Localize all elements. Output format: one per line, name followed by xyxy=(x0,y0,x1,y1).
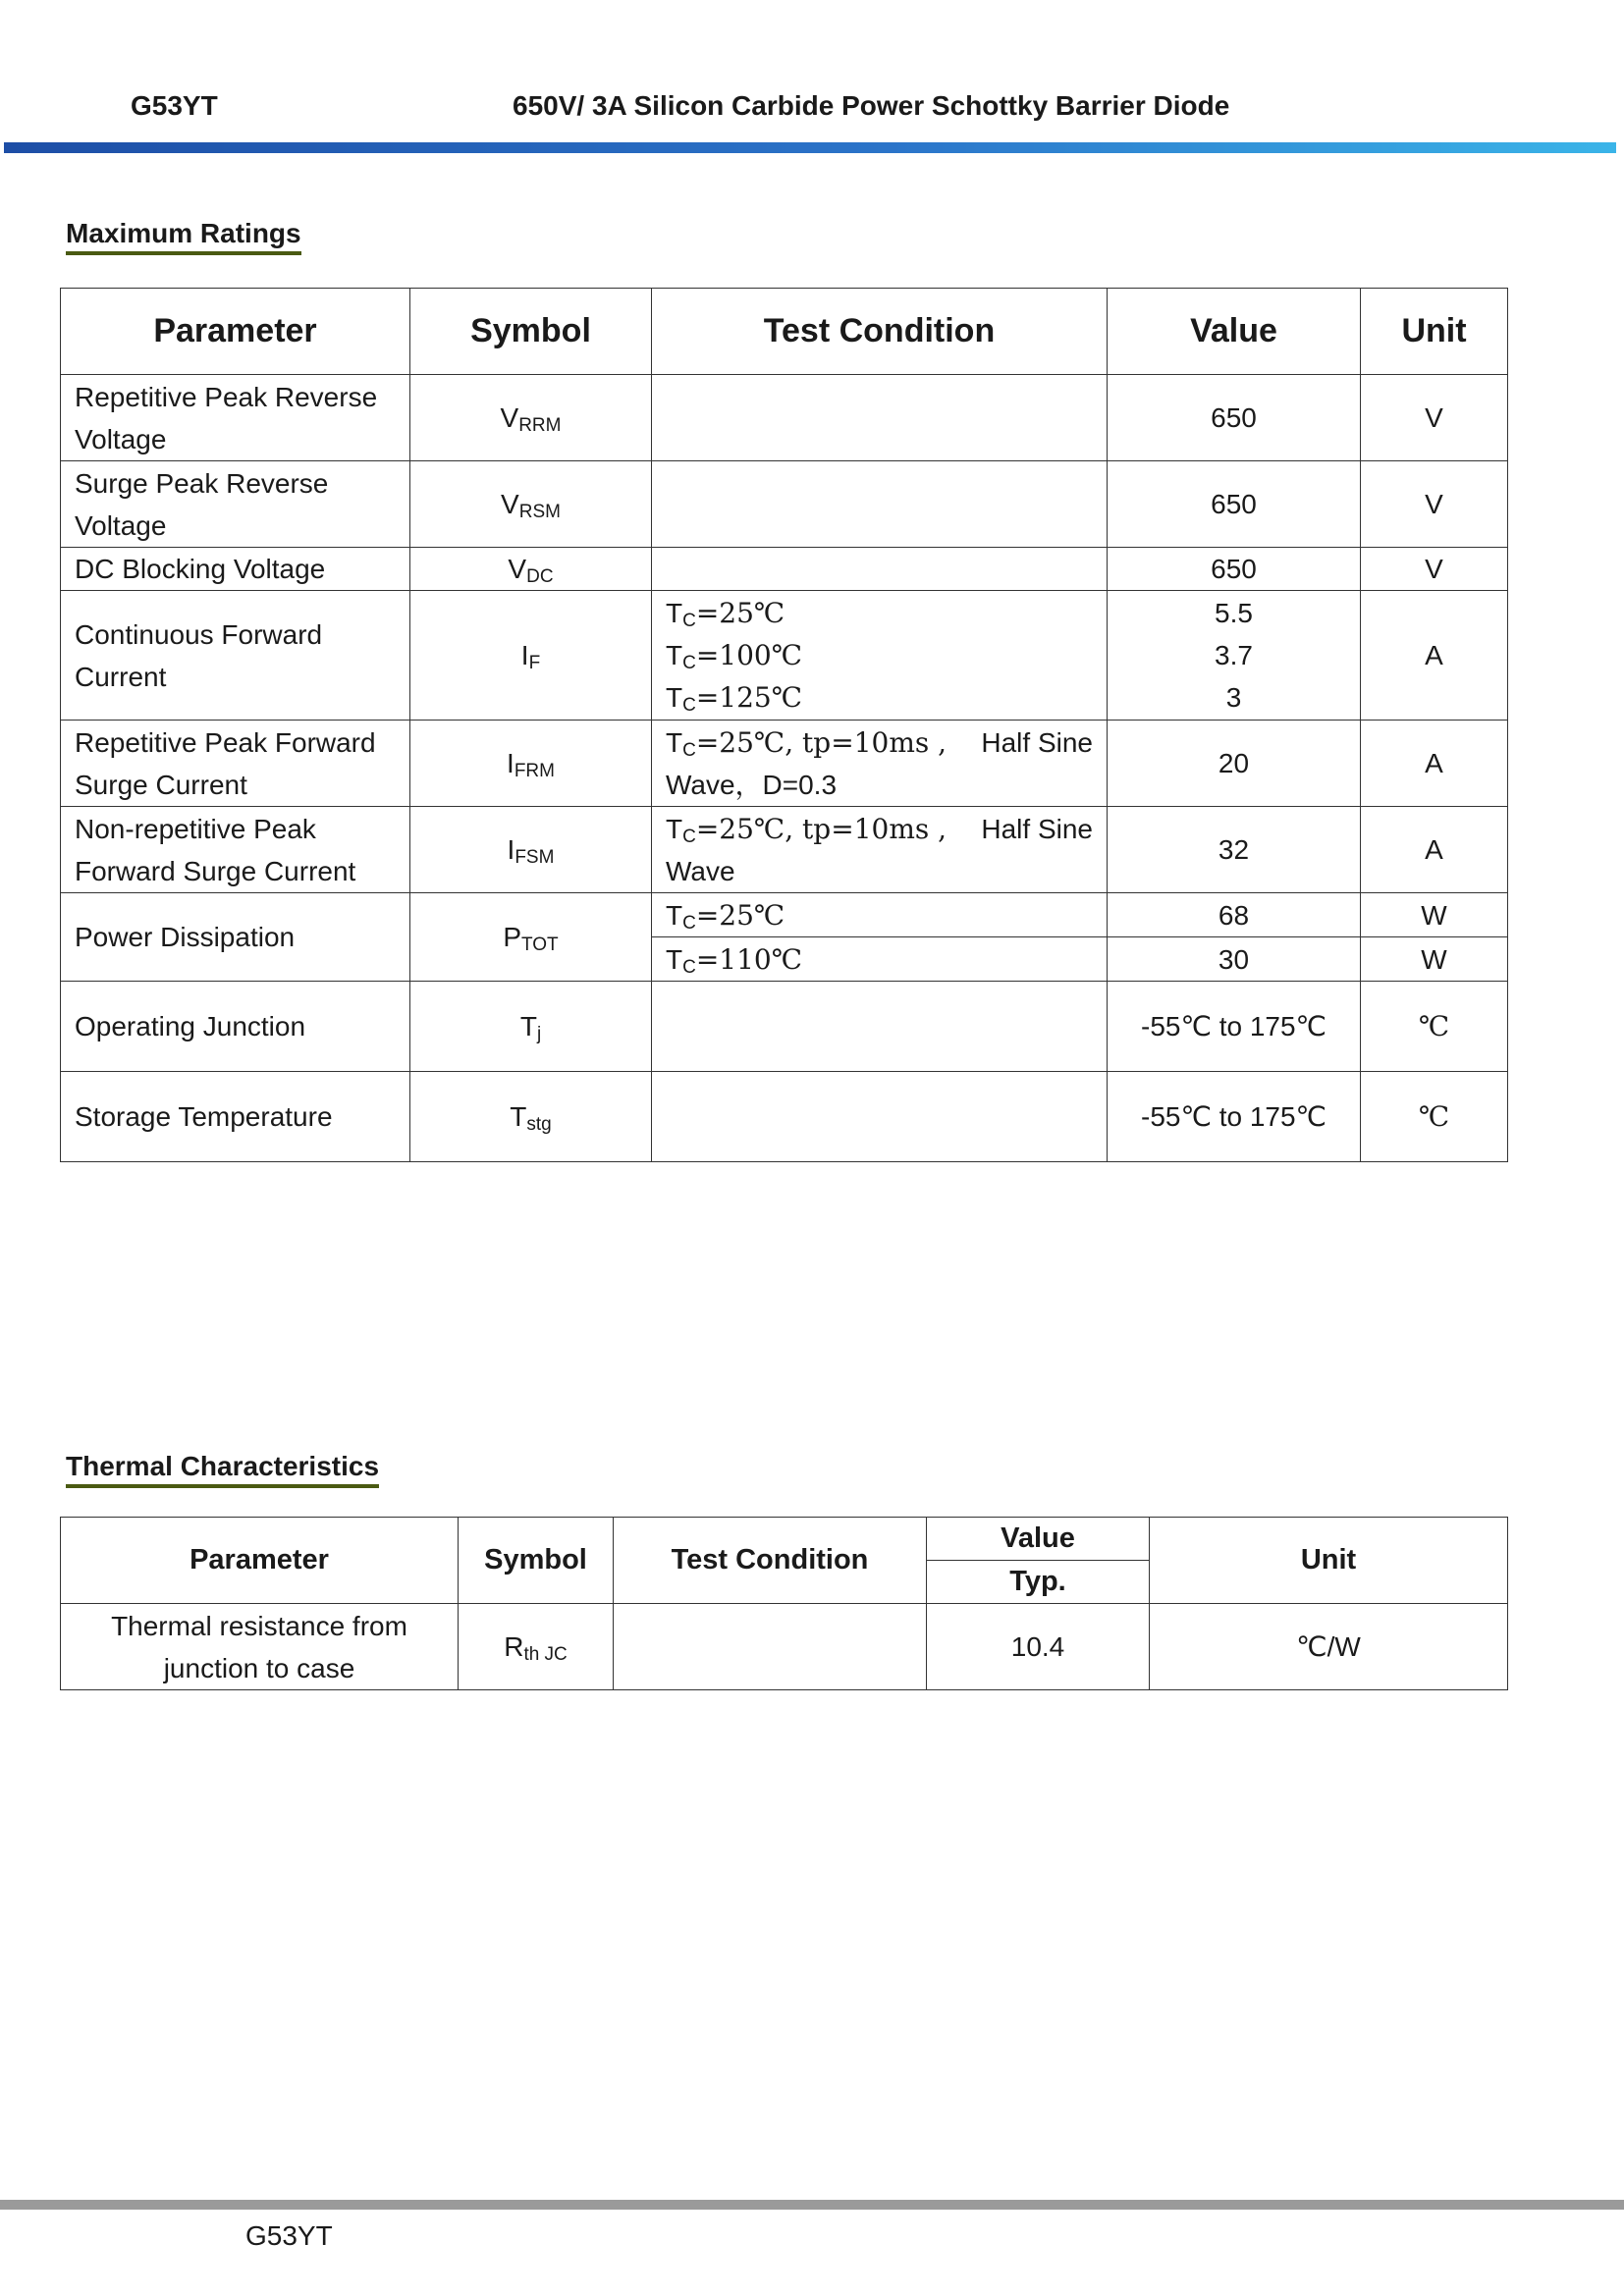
max-ratings-title: Maximum Ratings xyxy=(66,217,301,255)
symbol-cell: $V_{RRM}$ xyxy=(410,375,652,461)
unit-cell: V xyxy=(1361,461,1508,548)
table-header-row xyxy=(61,289,1508,375)
value-cell: 68 xyxy=(1108,893,1361,937)
col-header-unit: Unit xyxy=(1361,289,1508,375)
unit-cell: V xyxy=(1361,375,1508,461)
condition-cell: $T_C=25℃$ $T_C=100℃$ $T_C=125℃$ xyxy=(652,591,1108,721)
footer-part-number: G53YT xyxy=(245,2220,333,2251)
unit-cell: A xyxy=(1361,591,1508,721)
symbol-cell: $P_{TOT}$ xyxy=(410,893,652,982)
col-header-test-condition: Test Condition xyxy=(614,1518,927,1604)
unit-cell: ℃ xyxy=(1361,982,1508,1072)
symbol-cell: $T_{stg}$ xyxy=(410,1072,652,1162)
value-cell: 32 xyxy=(1108,807,1361,893)
header-divider xyxy=(4,142,1616,153)
condition-cell xyxy=(652,982,1108,1072)
param-cell: Surge Peak Reverse Voltage xyxy=(61,461,410,548)
param-cell: Continuous Forward Current xyxy=(61,591,410,721)
condition-cell xyxy=(614,1604,927,1690)
col-header-test-condition: Test Condition xyxy=(652,289,1108,375)
col-header-value: Value xyxy=(927,1518,1150,1561)
value-cell: 30 xyxy=(1108,937,1361,982)
table-row xyxy=(61,893,1508,937)
param-cell: Thermal resistance from junction to case xyxy=(61,1604,459,1690)
table-row xyxy=(61,807,1508,893)
condition-cell xyxy=(652,1072,1108,1162)
col-header-parameter: Parameter xyxy=(61,1518,459,1604)
symbol-cell: $I_{FSM}$ xyxy=(410,807,652,893)
param-cell: Repetitive Peak Forward Surge Current xyxy=(61,721,410,807)
value-cell: 650 xyxy=(1108,375,1361,461)
value-cell: 10.4 xyxy=(927,1604,1150,1690)
param-cell: Non-repetitive Peak Forward Surge Current xyxy=(61,807,410,893)
unit-cell: ℃ xyxy=(1361,1072,1508,1162)
table-row xyxy=(61,548,1508,591)
table-row xyxy=(61,591,1508,721)
condition-cell xyxy=(652,375,1108,461)
condition-cell: $T_C=110℃$ xyxy=(652,937,1108,982)
condition-cell: $T_C=25℃$, tp=10ms , Half Sine Wave，D=0.3 xyxy=(652,721,1108,807)
unit-cell: ℃/W xyxy=(1150,1604,1508,1690)
table-row xyxy=(61,721,1508,807)
condition-cell xyxy=(652,548,1108,591)
value-cell: 20 xyxy=(1108,721,1361,807)
param-cell: Storage Temperature xyxy=(61,1072,410,1162)
table-row xyxy=(61,1604,1508,1690)
unit-cell: V xyxy=(1361,548,1508,591)
table-row xyxy=(61,982,1508,1072)
symbol-cell: $R_{th JC}$ xyxy=(459,1604,614,1690)
value-cell: -55℃ to 175℃ xyxy=(1108,982,1361,1072)
param-cell: DC Blocking Voltage xyxy=(61,548,410,591)
col-header-unit: Unit xyxy=(1150,1518,1508,1604)
unit-cell: A xyxy=(1361,721,1508,807)
symbol-cell: $I_F$ xyxy=(410,591,652,721)
table-header-row xyxy=(61,1518,1508,1561)
condition-cell: $T_C=25℃$ xyxy=(652,893,1108,937)
symbol-cell: $V_{RSM}$ xyxy=(410,461,652,548)
symbol-cell: $V_{DC}$ xyxy=(410,548,652,591)
max-ratings-table xyxy=(60,288,1508,1162)
condition-cell xyxy=(652,461,1108,548)
table-row xyxy=(61,461,1508,548)
header-part-number: G53YT xyxy=(131,90,218,121)
condition-cell: $T_C=25℃$, tp=10ms , Half Sine Wave xyxy=(652,807,1108,893)
unit-cell: A xyxy=(1361,807,1508,893)
thermal-table xyxy=(60,1517,1508,1690)
value-cell: 650 xyxy=(1108,548,1361,591)
param-cell: Repetitive Peak Reverse Voltage xyxy=(61,375,410,461)
unit-cell: W xyxy=(1361,893,1508,937)
col-header-parameter: Parameter xyxy=(61,289,410,375)
col-header-value: Value xyxy=(1108,289,1361,375)
col-header-symbol: Symbol xyxy=(459,1518,614,1604)
thermal-title: Thermal Characteristics xyxy=(66,1450,379,1488)
header-title: 650V/ 3A Silicon Carbide Power Schottky Barrier Diode xyxy=(513,90,1230,121)
col-header-typ: Typ. xyxy=(927,1561,1150,1604)
value-cell: 5.5 3.7 3 xyxy=(1108,591,1361,721)
value-cell: -55℃ to 175℃ xyxy=(1108,1072,1361,1162)
param-cell: Power Dissipation xyxy=(61,893,410,982)
value-cell: 650 xyxy=(1108,461,1361,548)
unit-cell: W xyxy=(1361,937,1508,982)
symbol-cell: $I_{FRM}$ xyxy=(410,721,652,807)
param-cell: Operating Junction xyxy=(61,982,410,1072)
col-header-symbol: Symbol xyxy=(410,289,652,375)
table-row xyxy=(61,1072,1508,1162)
symbol-cell: $T_j$ xyxy=(410,982,652,1072)
table-row xyxy=(61,375,1508,461)
footer-divider xyxy=(0,2200,1624,2210)
